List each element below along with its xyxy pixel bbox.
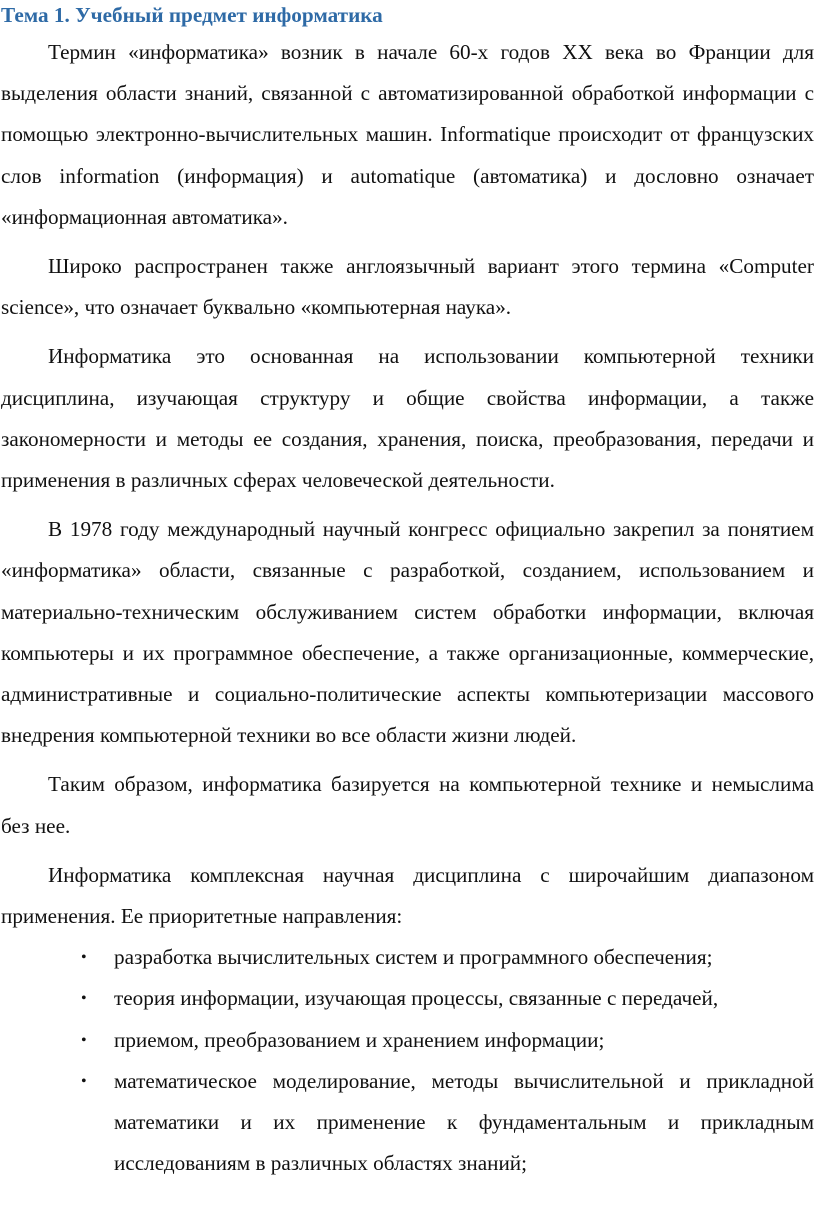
section-heading: Тема 1. Учебный предмет информатика bbox=[1, 3, 383, 27]
bullet-icon: • bbox=[81, 1031, 87, 1049]
paragraph-computer-science: Широко распространен также англоязычный вариант этого термина «Computer science», что означает буквально «компьютерная наука». bbox=[1, 254, 814, 320]
list-item-text: разработка вычислительных систем и программного обеспечения; bbox=[114, 945, 713, 970]
list-item-text: теория информации, изучающая процессы, связанные с передачей, bbox=[114, 986, 719, 1011]
bullet-icon: • bbox=[81, 1072, 87, 1090]
bullet-icon: • bbox=[81, 949, 87, 967]
paragraph-term-origin: Термин «информатика» возник в начале 60-х годов XX века во Франции для выделения области знаний, связанной с автоматизированной обработкой информации с помощью электронно-вычислительных машин. Informatique происходит от французских слов information (информация) и automatique (автоматика) и дословно означает «информационная автоматика». bbox=[1, 40, 814, 229]
list-item-text: приемом, преобразованием и хранением информации; bbox=[114, 1027, 605, 1052]
paragraph-directions-intro: Информатика комплексная научная дисциплина с широчайшим диапазоном применения. Ее приоритетные направления: bbox=[1, 862, 814, 929]
list-item bbox=[81, 978, 814, 1019]
paragraph-definition: Информатика это основанная на использовании компьютерной техники дисциплина, изучающая структуру и общие свойства информации, а также закономерности и методы ее создания, хранения, поиска, преобразования, передачи и применения в различных сферах человеческой деятельности. bbox=[1, 344, 814, 493]
paragraph-congress-1978: В 1978 году международный научный конгресс официально закрепил за понятием «информатика» области, связанные с разработкой, созданием, использованием и материально-техническим обслуживанием систем обработки информации, включая компьютеры и их программное обеспечение, а также организационные, коммерческие, административные и социально-политические аспекты компьютеризации массового внедрения компьютерной техники во все области жизни людей. bbox=[1, 517, 814, 748]
paragraph-conclusion: Таким образом, информатика базируется на компьютерной технике и немыслима без нее. bbox=[1, 772, 814, 838]
list-item-text: математическое моделирование, методы вычислительной и прикладной математики и их применение к фундаментальным и прикладным исследованиям в различных областях знаний; bbox=[114, 1068, 814, 1176]
bullet-icon: • bbox=[81, 990, 87, 1008]
directions-list bbox=[1, 937, 814, 1184]
list-item bbox=[81, 1061, 814, 1185]
list-item bbox=[81, 1020, 814, 1061]
list-item bbox=[81, 937, 814, 978]
